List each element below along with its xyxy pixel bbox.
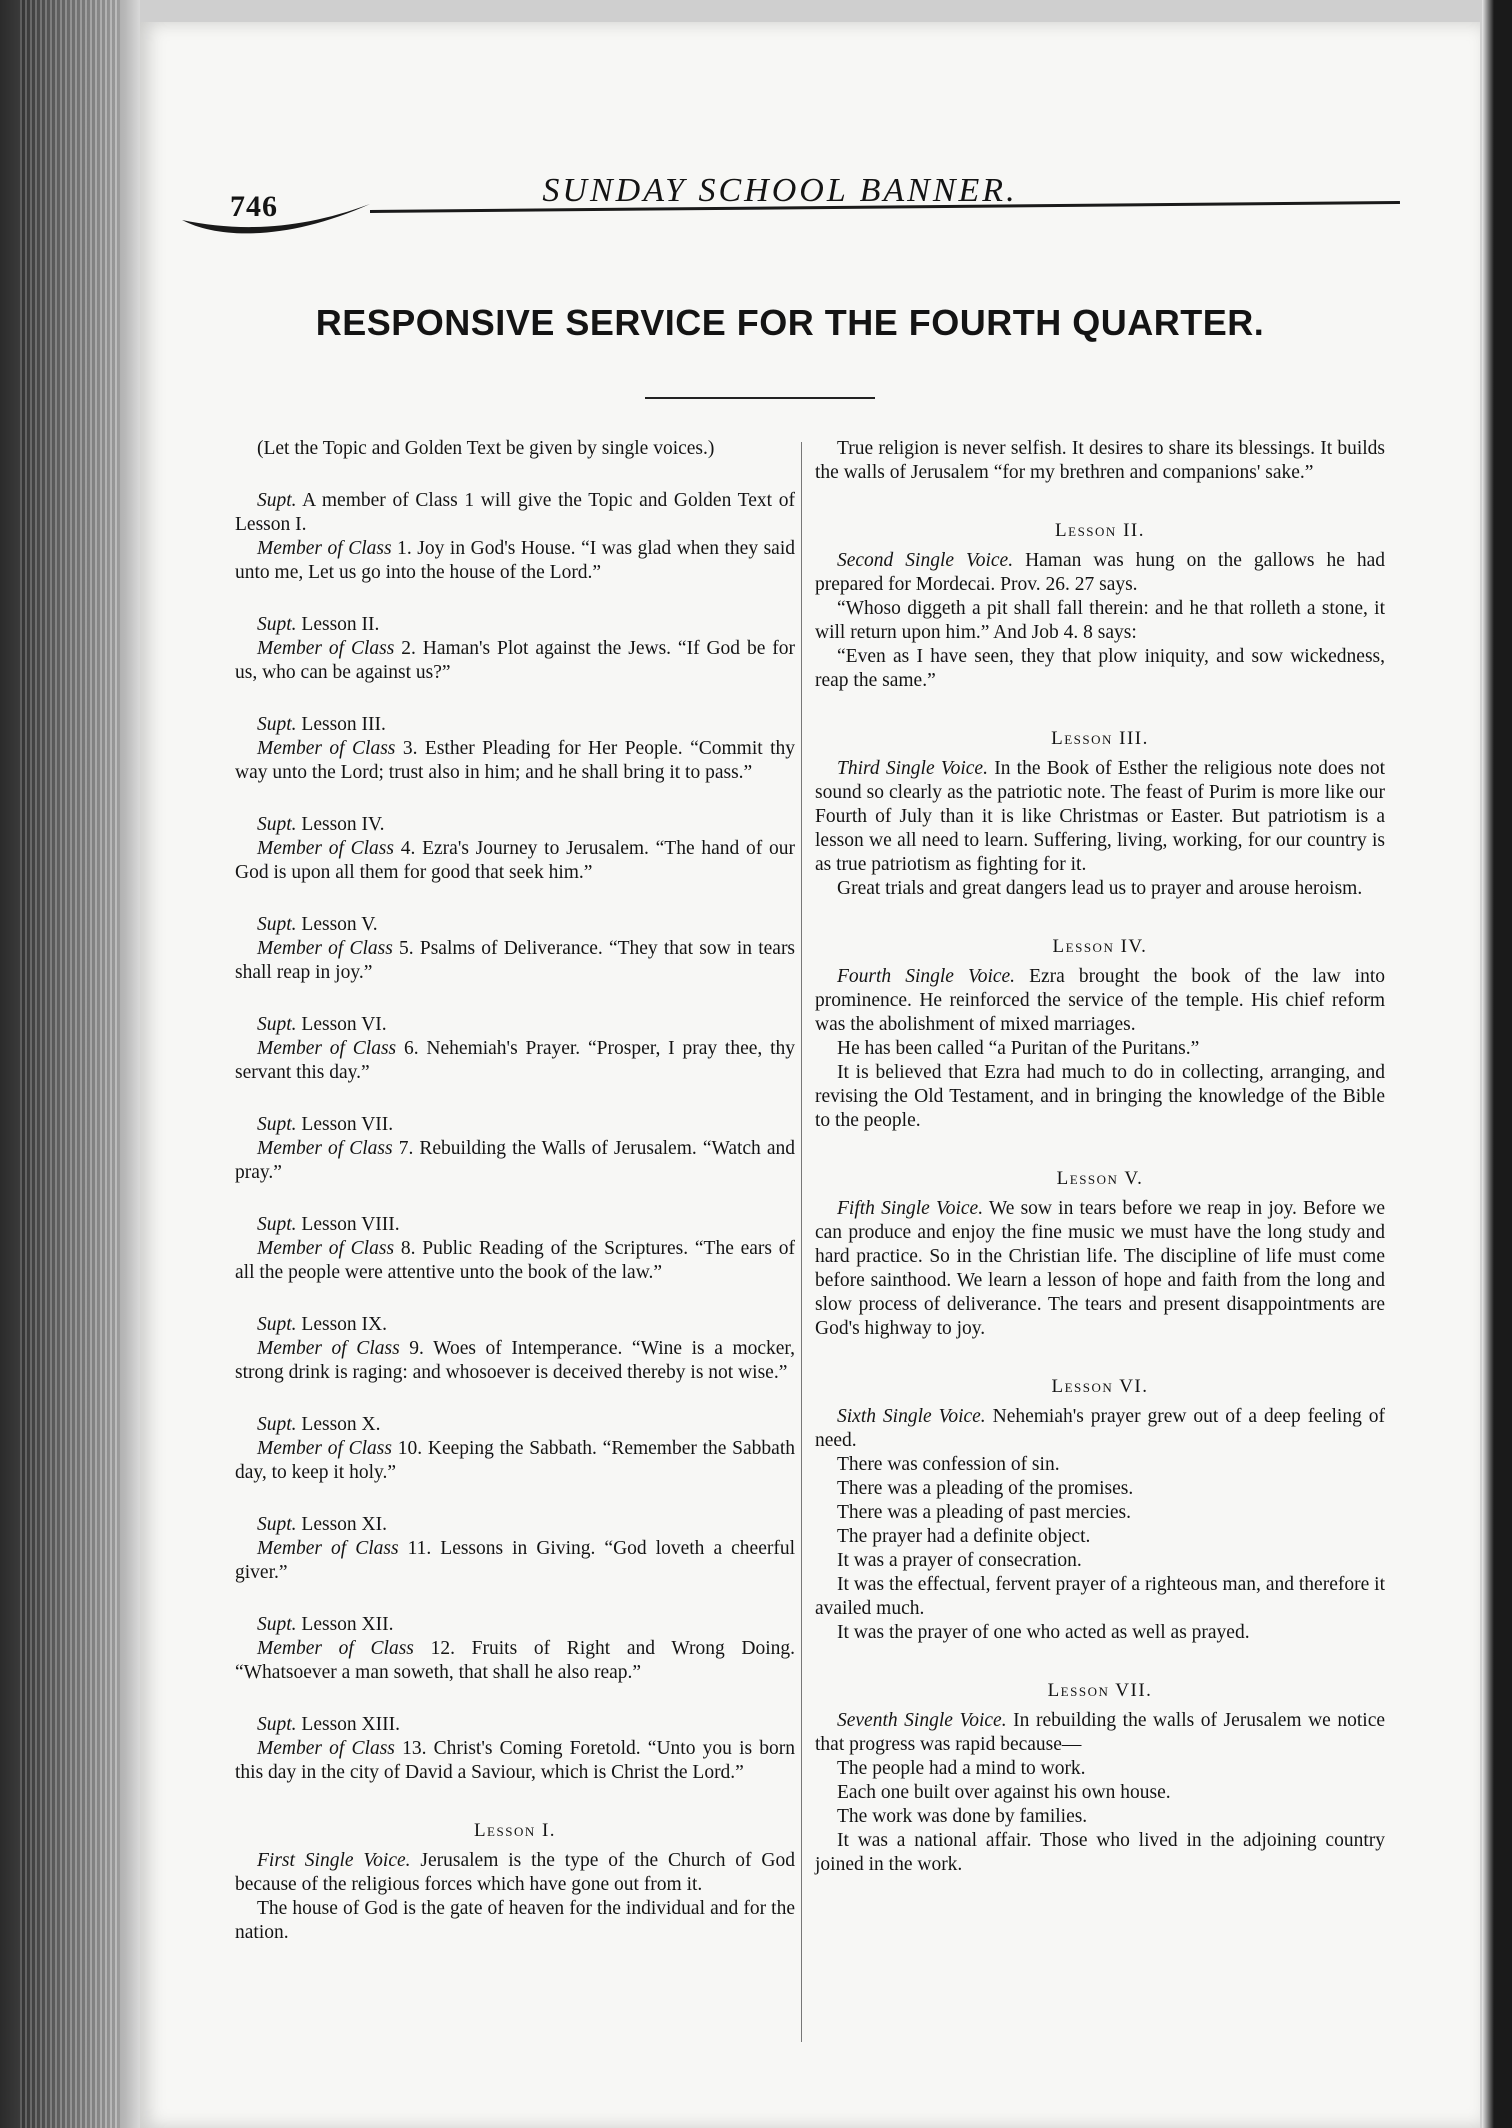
voice-label: Seventh Single Voice. bbox=[837, 1710, 1007, 1731]
member-line bbox=[235, 537, 795, 585]
member-label: Member of Class bbox=[257, 1338, 400, 1359]
lesson-heading: Lesson V. bbox=[1056, 1168, 1144, 1189]
voice-label: Sixth Single Voice. bbox=[837, 1406, 986, 1427]
supt-line bbox=[235, 1713, 795, 1737]
member-text: Fruits of Right and Wrong Doing. “Whatsoever a man soweth, that shall he also reap.” bbox=[235, 1638, 796, 1683]
lesson-paragraph: Great trials and great dangers lead us to prayer and arouse heroism. bbox=[837, 878, 1363, 899]
supt-lesson: Lesson IV. bbox=[301, 814, 385, 835]
lesson-body: In the Book of Esther the religious note does not sound so clearly as the patriotic note. The feast of Purim is more like our Fourth of July than it is like Christmas or Easter. But patriotism is a lesson we all need to learn. Suffering, living, working, for our country is as true patriotism as fighting for it. bbox=[815, 758, 1386, 875]
supt-label: Supt. bbox=[257, 1214, 297, 1235]
lesson-line: There was confession of sin. bbox=[837, 1454, 1060, 1475]
member-class-number: 2. bbox=[401, 638, 416, 659]
lesson-line: The prayer had a definite object. bbox=[837, 1526, 1091, 1547]
supt-lesson: Lesson V. bbox=[301, 914, 378, 935]
member-line bbox=[235, 1637, 795, 1685]
page-header bbox=[180, 142, 1440, 252]
supt-label: Supt. bbox=[257, 1514, 297, 1535]
lesson-lines bbox=[815, 1453, 1385, 1645]
page-number-swash-icon bbox=[180, 182, 380, 242]
supt-label: Supt. bbox=[257, 1014, 297, 1035]
supt-line bbox=[235, 1513, 795, 1537]
supt-text: A member of Class 1 will give the Topic and Golden Text of Lesson I. bbox=[235, 490, 795, 535]
column-divider bbox=[801, 442, 802, 2042]
lesson-line: It was a prayer of consecration. bbox=[837, 1550, 1082, 1571]
supt-lesson: Lesson X. bbox=[301, 1414, 381, 1435]
right-column bbox=[815, 437, 1385, 1877]
member-label: Member of Class bbox=[257, 738, 396, 759]
supt-line bbox=[235, 1313, 795, 1337]
voice-label: Fourth Single Voice. bbox=[837, 966, 1016, 987]
member-text: Public Reading of the Scriptures. “The ears of all the people were attentive unto the book of the law.” bbox=[235, 1238, 796, 1283]
lesson-text bbox=[235, 1849, 795, 1897]
member-text: Rebuilding the Walls of Jerusalem. “Watch and pray.” bbox=[235, 1138, 796, 1183]
member-label: Member of Class bbox=[257, 1638, 414, 1659]
lesson-body: In rebuilding the walls of Jerusalem we notice that progress was rapid because— bbox=[815, 1710, 1386, 1755]
supt-line bbox=[235, 713, 795, 737]
member-text: Keeping the Sabbath. “Remember the Sabbath day, to keep it holy.” bbox=[235, 1438, 796, 1483]
book-binding bbox=[0, 0, 140, 2128]
supt-line bbox=[235, 1213, 795, 1237]
lesson-line: There was a pleading of past mercies. bbox=[837, 1502, 1132, 1523]
lesson-line: The people had a mind to work. bbox=[837, 1758, 1086, 1779]
lesson-line: It was the prayer of one who acted as well as prayed. bbox=[837, 1622, 1250, 1643]
supt-label: Supt. bbox=[257, 1314, 297, 1335]
lesson-body: Ezra brought the book of the law into prominence. He reinforced the service of the temple. His chief reform was the abolishment of mixed marriages. bbox=[815, 966, 1386, 1035]
member-text: Christ's Coming Foretold. “Unto you is born this day in the city of David a Saviour, which is Christ the Lord.” bbox=[235, 1738, 796, 1783]
member-label: Member of Class bbox=[257, 1438, 392, 1459]
supt-label: Supt. bbox=[257, 1714, 297, 1735]
member-line bbox=[235, 737, 795, 785]
lesson-body: We sow in tears before we reap in joy. Before we can produce and enjoy the fine music we must have the long study and hard practice. So in the Christian life. The discipline of life must come before sainthood. We learn a lesson of hope and faith from the long and slow process of deliverance. The tears and present disappointments are God's highway to joy. bbox=[815, 1198, 1385, 1339]
member-text: Nehemiah's Prayer. “Prosper, I pray thee, thy servant this day.” bbox=[235, 1038, 796, 1083]
member-label: Member of Class bbox=[257, 1138, 393, 1159]
member-class-number: 4. bbox=[400, 838, 416, 859]
lesson-text bbox=[815, 965, 1385, 1037]
lesson-paragraph: It is believed that Ezra had much to do in collecting, arranging, and revising the Old Testament, and in bringing the knowledge of the Bible to the people. bbox=[815, 1062, 1385, 1131]
lesson-heading: Lesson IV. bbox=[1052, 936, 1148, 957]
member-label: Member of Class bbox=[257, 1238, 395, 1259]
supt-lesson: Lesson VIII. bbox=[301, 1214, 400, 1235]
lesson-heading: Lesson I. bbox=[473, 1820, 557, 1841]
page-title: RESPONSIVE SERVICE FOR THE FOURTH QUARTER. bbox=[315, 302, 1265, 343]
lesson-heading: Lesson VI. bbox=[1051, 1376, 1149, 1397]
supt-label: Supt. bbox=[257, 914, 297, 935]
member-class-number: 9. bbox=[409, 1338, 424, 1359]
member-class-number: 10. bbox=[397, 1438, 423, 1459]
member-line bbox=[235, 1737, 795, 1785]
running-title: SUNDAY SCHOOL BANNER. bbox=[542, 172, 1018, 209]
member-label: Member of Class bbox=[257, 938, 393, 959]
supt-line bbox=[235, 1413, 795, 1437]
supt-label: Supt. bbox=[257, 1614, 297, 1635]
voice-label: Third Single Voice. bbox=[837, 758, 988, 779]
member-line bbox=[235, 637, 795, 685]
lesson-lines bbox=[815, 1757, 1385, 1877]
member-class-number: 6. bbox=[403, 1038, 419, 1059]
lesson-paragraph: “Even as I have seen, they that plow iniquity, and sow wickedness, reap the same.” bbox=[815, 646, 1385, 691]
supt-lesson: Lesson IX. bbox=[301, 1314, 387, 1335]
supt-lesson: Lesson VII. bbox=[301, 1114, 394, 1135]
supt-line bbox=[235, 489, 795, 537]
supt-label: Supt. bbox=[257, 1414, 297, 1435]
member-class-number: 11. bbox=[407, 1538, 432, 1559]
lesson-body: Jerusalem is the type of the Church of God because of the religious forces which have gone out from it. bbox=[235, 1850, 796, 1895]
member-text: Woes of Intemperance. “Wine is a mocker, strong drink is raging: and whosoever is deceived thereby is not wise.” bbox=[235, 1338, 796, 1383]
page-right-edge bbox=[1482, 0, 1512, 2128]
supt-lesson: Lesson VI. bbox=[301, 1014, 387, 1035]
member-label: Member of Class bbox=[257, 1738, 395, 1759]
member-text: Haman's Plot against the Jews. “If God be for us, who can be against us?” bbox=[235, 638, 795, 683]
voice-label: Fifth Single Voice. bbox=[837, 1198, 984, 1219]
lesson-line: It was the effectual, fervent prayer of a righteous man, and therefore it availed much. bbox=[815, 1574, 1385, 1619]
responsive-items bbox=[235, 613, 795, 1785]
left-column bbox=[235, 437, 795, 1945]
supt-lesson: Lesson III. bbox=[301, 714, 386, 735]
lesson-line: The work was done by families. bbox=[837, 1806, 1088, 1827]
supt-label: Supt. bbox=[257, 714, 297, 735]
supt-lesson: Lesson XIII. bbox=[301, 1714, 400, 1735]
lesson-heading: Lesson III. bbox=[1051, 728, 1149, 749]
supt-line bbox=[235, 613, 795, 637]
member-class-number: 7. bbox=[398, 1138, 414, 1159]
member-text: Ezra's Journey to Jerusalem. “The hand of our God is upon all them for good that seek him.” bbox=[235, 838, 796, 883]
member-class-number: 8. bbox=[400, 1238, 416, 1259]
member-class-number: 12. bbox=[430, 1638, 455, 1659]
member-line bbox=[235, 937, 795, 985]
member-text: 1. Joy in God's House. “I was glad when they said unto me, Let us go into the house of the Lord.” bbox=[235, 538, 796, 583]
supt-line bbox=[235, 1013, 795, 1037]
supt-label: Supt. bbox=[257, 814, 297, 835]
lesson-line: There was a pleading of the promises. bbox=[837, 1478, 1134, 1499]
lesson-text bbox=[815, 757, 1385, 877]
voice-label: Second Single Voice. bbox=[837, 550, 1014, 571]
member-line bbox=[235, 837, 795, 885]
member-line bbox=[235, 1237, 795, 1285]
document-page bbox=[140, 22, 1480, 2128]
supt-label: Supt. bbox=[257, 614, 297, 635]
member-label: Member of Class bbox=[257, 538, 392, 559]
supt-line bbox=[235, 1613, 795, 1637]
member-class-number: 13. bbox=[402, 1738, 427, 1759]
supt-line bbox=[235, 1113, 795, 1137]
member-line bbox=[235, 1137, 795, 1185]
member-label: Member of Class bbox=[257, 838, 394, 859]
member-text: Psalms of Deliverance. “They that sow in tears shall reap in joy.” bbox=[235, 938, 796, 983]
member-line bbox=[235, 1337, 795, 1385]
member-text: Esther Pleading for Her People. “Commit thy way unto the Lord; trust also in him; and he shall bring it to pass.” bbox=[235, 738, 796, 783]
member-class-number: 5. bbox=[399, 938, 414, 959]
lesson-paragraph: The house of God is the gate of heaven for the individual and for the nation. bbox=[235, 1898, 795, 1943]
page-number: 746 bbox=[230, 190, 278, 223]
lesson-paragraph: True religion is never selfish. It desires to share its blessings. It builds the walls of Jerusalem “for my brethren and companions' sake.” bbox=[815, 438, 1385, 483]
lesson-line: It was a national affair. Those who lived in the adjoining country joined in the work. bbox=[815, 1830, 1385, 1875]
supt-line bbox=[235, 913, 795, 937]
supt-lesson: Lesson XI. bbox=[301, 1514, 387, 1535]
member-line bbox=[235, 1437, 795, 1485]
supt-lesson: Lesson II. bbox=[301, 614, 380, 635]
lesson-paragraph: “Whoso diggeth a pit shall fall therein: and he that rolleth a stone, it will return upon him.” And Job 4. 8 says: bbox=[815, 598, 1385, 643]
lesson-text bbox=[815, 1197, 1385, 1341]
lesson-text bbox=[815, 1405, 1385, 1453]
member-label: Member of Class bbox=[257, 1038, 397, 1059]
voice-label: First Single Voice. bbox=[257, 1850, 411, 1871]
member-label: Member of Class bbox=[257, 1538, 399, 1559]
intro-note: (Let the Topic and Golden Text be given by single voices.) bbox=[257, 438, 715, 459]
title-rule bbox=[645, 397, 875, 399]
supt-label: Supt. bbox=[257, 1114, 297, 1135]
member-line bbox=[235, 1037, 795, 1085]
lesson-heading: Lesson II. bbox=[1055, 520, 1145, 541]
lesson-text bbox=[815, 1709, 1385, 1757]
lesson-body: Nehemiah's prayer grew out of a deep feeling of need. bbox=[815, 1406, 1385, 1451]
member-label: Member of Class bbox=[257, 638, 395, 659]
supt-line bbox=[235, 813, 795, 837]
lesson-heading: Lesson VII. bbox=[1047, 1680, 1153, 1701]
member-text: Lessons in Giving. “God loveth a cheerful giver.” bbox=[235, 1538, 796, 1583]
supt-lesson: Lesson XII. bbox=[301, 1614, 394, 1635]
lesson-paragraph: He has been called “a Puritan of the Puritans.” bbox=[837, 1038, 1200, 1059]
member-class-number: 3. bbox=[402, 738, 418, 759]
supt-label: Supt. bbox=[257, 490, 297, 511]
lesson-line: Each one built over against his own house. bbox=[837, 1782, 1171, 1803]
lesson-body: Haman was hung on the gallows he had prepared for Mordecai. Prov. 26. 27 says. bbox=[815, 550, 1386, 595]
member-line bbox=[235, 1537, 795, 1585]
lesson-text bbox=[815, 549, 1385, 597]
